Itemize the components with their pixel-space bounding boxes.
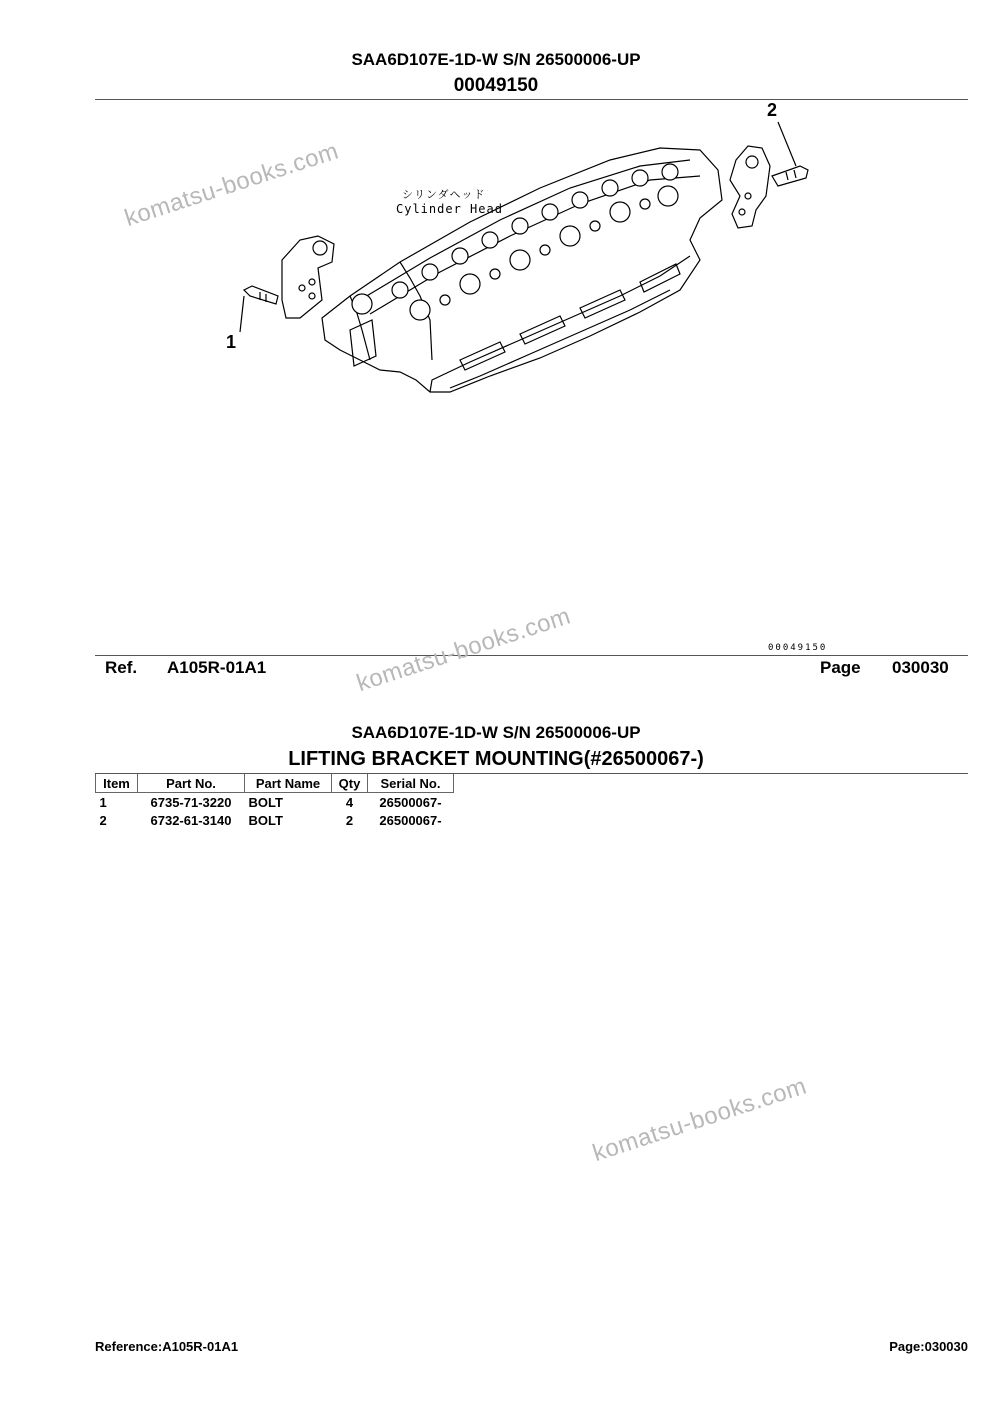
cell-serial-no: 26500067- <box>379 794 442 810</box>
parts-table <box>95 774 454 829</box>
illustration-number: 00049150 <box>453 75 539 96</box>
cell-part-name: BOLT <box>248 812 283 828</box>
cell-serial-no: 26500067- <box>379 812 442 828</box>
page-label: Page <box>820 658 861 677</box>
watermark: komatsu-books.com <box>589 1072 811 1168</box>
cell-part-no: 6732-61-3140 <box>150 812 232 828</box>
cell-part-name: BOLT <box>248 794 283 810</box>
table-header-row <box>96 774 454 793</box>
col-part-no: Part No. <box>138 774 245 793</box>
ref-label: Ref. <box>105 658 138 677</box>
footer-reference: Reference:A105R-01A1 <box>95 1339 239 1354</box>
cell-item: 1 <box>99 794 107 810</box>
cell-qty: 2 <box>345 812 354 828</box>
callout-2: 2 <box>767 100 778 120</box>
ref-divider <box>95 655 968 656</box>
col-qty: Qty <box>332 774 368 793</box>
watermark: komatsu-books.com <box>353 602 575 698</box>
col-item: Item <box>96 774 138 793</box>
cell-part-no: 6735-71-3220 <box>150 794 232 810</box>
section-model: SAA6D107E-1D-W S/N 26500006-UP <box>351 723 641 742</box>
label-en: Cylinder Head <box>396 202 503 216</box>
small-illustration-ref: 00049150 <box>768 643 828 653</box>
col-serial-no: Serial No. <box>368 774 454 793</box>
header-model: SAA6D107E-1D-W S/N 26500006-UP <box>351 50 641 69</box>
cell-qty: 4 <box>345 794 354 810</box>
watermark: komatsu-books.com <box>121 137 343 233</box>
cylinder-head-diagram <box>0 0 992 660</box>
col-part-name: Part Name <box>245 774 332 793</box>
page-value: 030030 <box>892 658 949 677</box>
section-title: LIFTING BRACKET MOUNTING(#26500067-) <box>288 748 704 770</box>
table-row <box>96 793 454 812</box>
callout-1: 1 <box>226 332 237 352</box>
table-row <box>96 811 454 829</box>
label-jp: シリンダヘッド <box>402 188 486 201</box>
footer-page: Page:030030 <box>889 1339 968 1354</box>
cell-item: 2 <box>99 812 107 828</box>
ref-value: A105R-01A1 <box>167 658 267 677</box>
